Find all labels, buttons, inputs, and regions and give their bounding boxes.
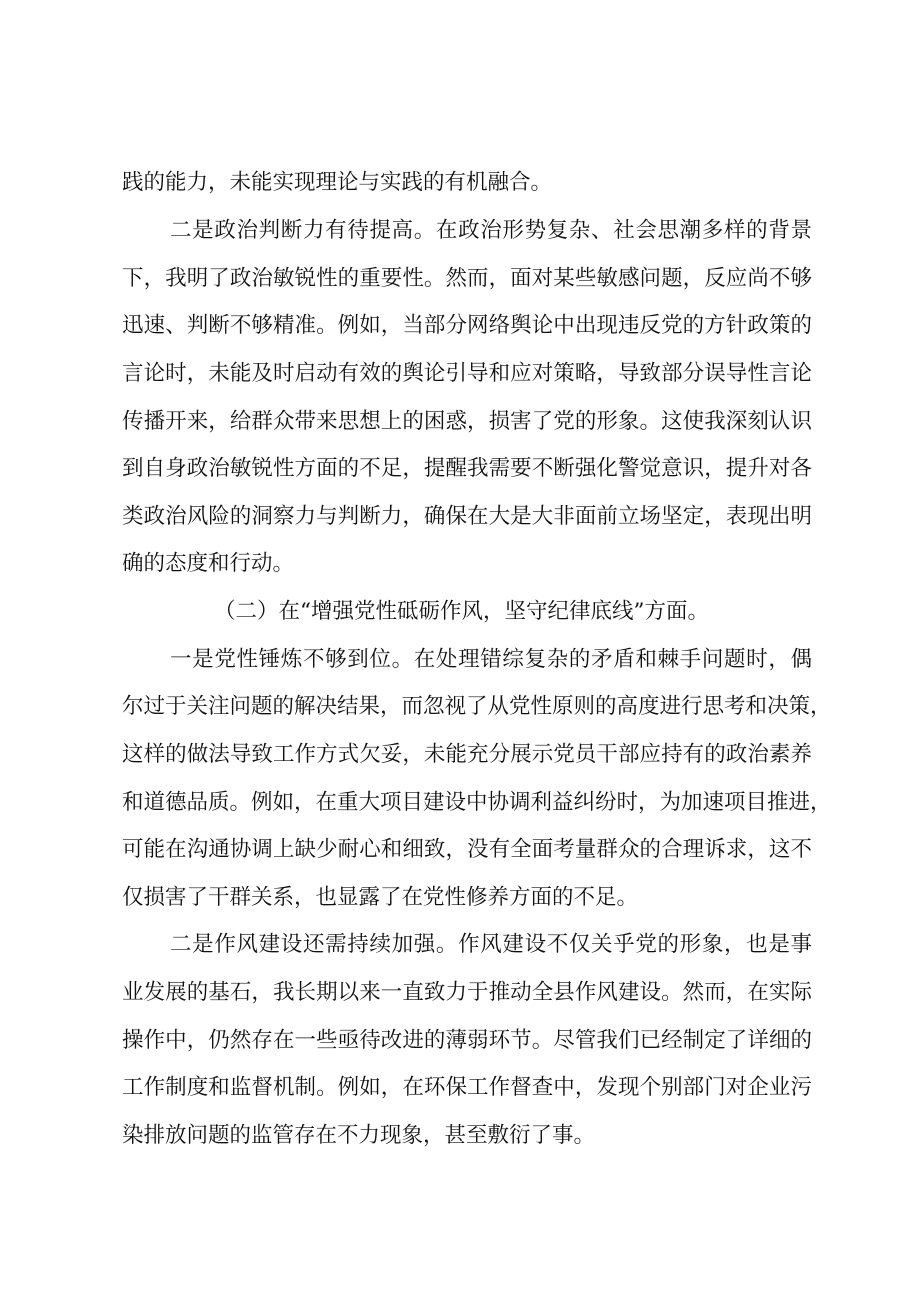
paragraph-line: 践的能力，未能实现理论与实践的有机融合。: [122, 170, 553, 195]
paragraph-line: 确的态度和行动。: [122, 551, 295, 576]
paragraph-line: 迅速、判断不够精准。例如，当部分网络舆论中出现违反党的方针政策的: [122, 313, 812, 338]
paragraph-line: 这样的做法导致工作方式欠妥，未能充分展示党员干部应持有的政治素养: [122, 742, 812, 767]
paragraph-line: 言论时，未能及时启动有效的舆论引导和应对策略，导致部分误导性言论: [122, 361, 812, 386]
paragraph-line: 二是作风建设还需持续加强。作风建设不仅关乎党的形象，也是事: [170, 932, 812, 957]
paragraph-line: 业发展的基石，我长期以来一直致力于推动全县作风建设。然而，在实际: [122, 980, 812, 1005]
paragraph-line: 到自身政治敏锐性方面的不足，提醒我需要不断强化警觉意识，提升对各: [122, 456, 812, 481]
paragraph-line: 和道德品质。例如，在重大项目建设中协调利益纠纷时，为加速项目推进，: [122, 790, 832, 815]
paragraph-line: 二是政治判断力有待提高。在政治形势复杂、社会思潮多样的背景: [170, 218, 812, 243]
paragraph-line: 类政治风险的洞察力与判断力，确保在大是大非面前立场坚定，表现出明: [122, 504, 812, 529]
paragraph-line: 可能在沟通协调上缺少耐心和细致，没有全面考量群众的合理诉求，这不: [122, 837, 812, 862]
paragraph-line: 染排放问题的监管存在不力现象，甚至敷衍了事。: [122, 1123, 596, 1148]
paragraph-line: 传播开来，给群众带来思想上的困惑，损害了党的形象。这使我深刻认识: [122, 409, 812, 434]
paragraph-line: 操作中，仍然存在一些亟待改进的薄弱环节。尽管我们已经制定了详细的: [122, 1028, 812, 1053]
paragraph-line: 仅损害了干群关系，也显露了在党性修养方面的不足。: [122, 885, 639, 910]
paragraph-line: 下，我明了政治敏锐性的重要性。然而，面对某些敏感问题，反应尚不够: [122, 266, 812, 291]
paragraph-line: 工作制度和监督机制。例如，在环保工作督查中，发现个别部门对企业污: [122, 1075, 812, 1100]
paragraph-line: 一是党性锤炼不够到位。在处理错综复杂的矛盾和棘手问题时，偶: [170, 647, 812, 672]
paragraph-line: 尔过于关注问题的解决结果，而忽视了从党性原则的高度进行思考和决策，: [122, 694, 832, 719]
section-heading: （二）在“增强党性砥砺作风，坚守纪律底线”方面。: [214, 599, 709, 624]
